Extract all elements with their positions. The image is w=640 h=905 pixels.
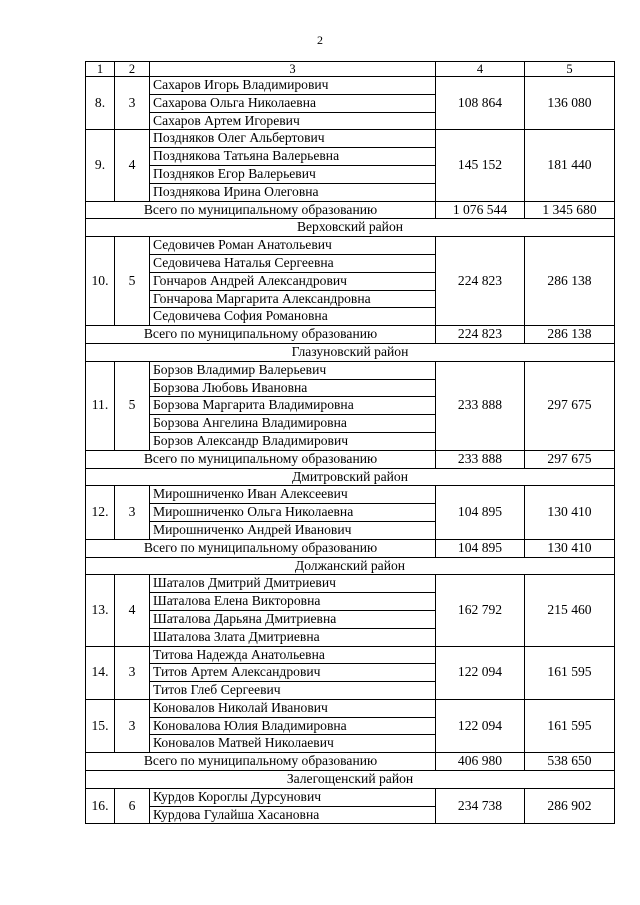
total-col5: 538 650 xyxy=(525,753,615,771)
total-col4: 1 076 544 xyxy=(436,201,525,219)
person-name: Шаталова Злата Дмитриевна xyxy=(150,628,436,646)
total-col5: 1 345 680 xyxy=(525,201,615,219)
total-label: Всего по муниципальному образованию xyxy=(86,201,436,219)
family-size: 4 xyxy=(115,575,150,646)
table-row xyxy=(86,646,615,664)
person-name: Мирошниченко Андрей Иванович xyxy=(150,521,436,539)
total-col5: 297 675 xyxy=(525,450,615,468)
row-number: 11. xyxy=(86,361,115,450)
total-col4: 406 980 xyxy=(436,753,525,771)
total-row xyxy=(86,326,615,344)
total-label: Всего по муниципальному образованию xyxy=(86,539,436,557)
district-row xyxy=(86,771,615,789)
person-name: Борзов Александр Владимирович xyxy=(150,432,436,450)
person-name: Седовичев Роман Анатольевич xyxy=(150,237,436,255)
amount-col5: 286 902 xyxy=(525,788,615,824)
district-row xyxy=(86,219,615,237)
table-row xyxy=(86,699,615,717)
total-col4: 224 823 xyxy=(436,326,525,344)
table-row xyxy=(86,237,615,255)
person-name: Гончарова Маргарита Александровна xyxy=(150,290,436,308)
family-size: 5 xyxy=(115,361,150,450)
person-name: Шаталова Дарьяна Дмитриевна xyxy=(150,610,436,628)
amount-col5: 130 410 xyxy=(525,486,615,539)
district-row xyxy=(86,557,615,575)
row-number: 14. xyxy=(86,646,115,699)
person-name: Титова Надежда Анатольевна xyxy=(150,646,436,664)
family-size: 3 xyxy=(115,486,150,539)
person-name: Борзова Маргарита Владимировна xyxy=(150,397,436,415)
row-number: 8. xyxy=(86,77,115,130)
person-name: Позднякова Ирина Олеговна xyxy=(150,183,436,201)
district-name: Залегощенский район xyxy=(86,771,615,789)
row-number: 13. xyxy=(86,575,115,646)
family-size: 3 xyxy=(115,646,150,699)
total-row xyxy=(86,753,615,771)
amount-col5: 136 080 xyxy=(525,77,615,130)
person-name: Позднякова Татьяна Валерьевна xyxy=(150,148,436,166)
amount-col4: 224 823 xyxy=(436,237,525,326)
total-col4: 233 888 xyxy=(436,450,525,468)
column-header-1: 1 xyxy=(86,62,115,77)
person-name: Коновалов Матвей Николаевич xyxy=(150,735,436,753)
district-name: Дмитровский район xyxy=(86,468,615,486)
family-size: 3 xyxy=(115,699,150,752)
person-name: Сахарова Ольга Николаевна xyxy=(150,94,436,112)
amount-col4: 233 888 xyxy=(436,361,525,450)
person-name: Коновалова Юлия Владимировна xyxy=(150,717,436,735)
amount-col4: 122 094 xyxy=(436,646,525,699)
amount-col4: 108 864 xyxy=(436,77,525,130)
table-row xyxy=(86,130,615,148)
row-number: 16. xyxy=(86,788,115,824)
table-row xyxy=(86,575,615,593)
total-label: Всего по муниципальному образованию xyxy=(86,753,436,771)
amount-col4: 234 738 xyxy=(436,788,525,824)
table-body xyxy=(86,62,615,824)
district-name: Должанский район xyxy=(86,557,615,575)
person-name: Борзова Ангелина Владимировна xyxy=(150,415,436,433)
column-header-3: 3 xyxy=(150,62,436,77)
family-size: 3 xyxy=(115,77,150,130)
row-number: 15. xyxy=(86,699,115,752)
person-name: Курдова Гулайша Хасановна xyxy=(150,806,436,824)
amount-col4: 104 895 xyxy=(436,486,525,539)
row-number: 9. xyxy=(86,130,115,201)
person-name: Мирошниченко Иван Алексеевич xyxy=(150,486,436,504)
column-header-4: 4 xyxy=(436,62,525,77)
person-name: Борзов Владимир Валерьевич xyxy=(150,361,436,379)
district-name: Глазуновский район xyxy=(86,343,615,361)
amount-col5: 181 440 xyxy=(525,130,615,201)
total-row xyxy=(86,539,615,557)
person-name: Гончаров Андрей Александрович xyxy=(150,272,436,290)
person-name: Поздняков Егор Валерьевич xyxy=(150,165,436,183)
row-number: 10. xyxy=(86,237,115,326)
amount-col5: 286 138 xyxy=(525,237,615,326)
page-number: 2 xyxy=(317,33,323,47)
amount-col5: 215 460 xyxy=(525,575,615,646)
total-col5: 286 138 xyxy=(525,326,615,344)
amount-col4: 162 792 xyxy=(436,575,525,646)
total-row xyxy=(86,201,615,219)
family-size: 5 xyxy=(115,237,150,326)
person-name: Борзова Любовь Ивановна xyxy=(150,379,436,397)
total-col4: 104 895 xyxy=(436,539,525,557)
amount-col4: 145 152 xyxy=(436,130,525,201)
amount-col5: 161 595 xyxy=(525,699,615,752)
person-name: Седовичева Наталья Сергеевна xyxy=(150,254,436,272)
district-row xyxy=(86,468,615,486)
total-label: Всего по муниципальному образованию xyxy=(86,450,436,468)
amount-col4: 122 094 xyxy=(436,699,525,752)
district-row xyxy=(86,343,615,361)
row-number: 12. xyxy=(86,486,115,539)
person-name: Шаталов Дмитрий Дмитриевич xyxy=(150,575,436,593)
amount-col5: 297 675 xyxy=(525,361,615,450)
person-name: Курдов Короглы Дурсунович xyxy=(150,788,436,806)
person-name: Мирошниченко Ольга Николаевна xyxy=(150,504,436,522)
total-label: Всего по муниципальному образованию xyxy=(86,326,436,344)
person-name: Сахаров Игорь Владимирович xyxy=(150,77,436,95)
table-row xyxy=(86,788,615,806)
district-name: Верховский район xyxy=(86,219,615,237)
table-row xyxy=(86,486,615,504)
person-name: Коновалов Николай Иванович xyxy=(150,699,436,717)
column-header-5: 5 xyxy=(525,62,615,77)
table-row xyxy=(86,77,615,95)
person-name: Шаталова Елена Викторовна xyxy=(150,593,436,611)
person-name: Титов Артем Александрович xyxy=(150,664,436,682)
family-size: 6 xyxy=(115,788,150,824)
beneficiaries-table xyxy=(85,61,615,824)
person-name: Титов Глеб Сергеевич xyxy=(150,682,436,700)
person-name: Седовичева София Романовна xyxy=(150,308,436,326)
total-row xyxy=(86,450,615,468)
column-header-2: 2 xyxy=(115,62,150,77)
family-size: 4 xyxy=(115,130,150,201)
table-row xyxy=(86,361,615,379)
person-name: Сахаров Артем Игоревич xyxy=(150,112,436,130)
amount-col5: 161 595 xyxy=(525,646,615,699)
total-col5: 130 410 xyxy=(525,539,615,557)
header-row xyxy=(86,62,615,77)
person-name: Поздняков Олег Альбертович xyxy=(150,130,436,148)
